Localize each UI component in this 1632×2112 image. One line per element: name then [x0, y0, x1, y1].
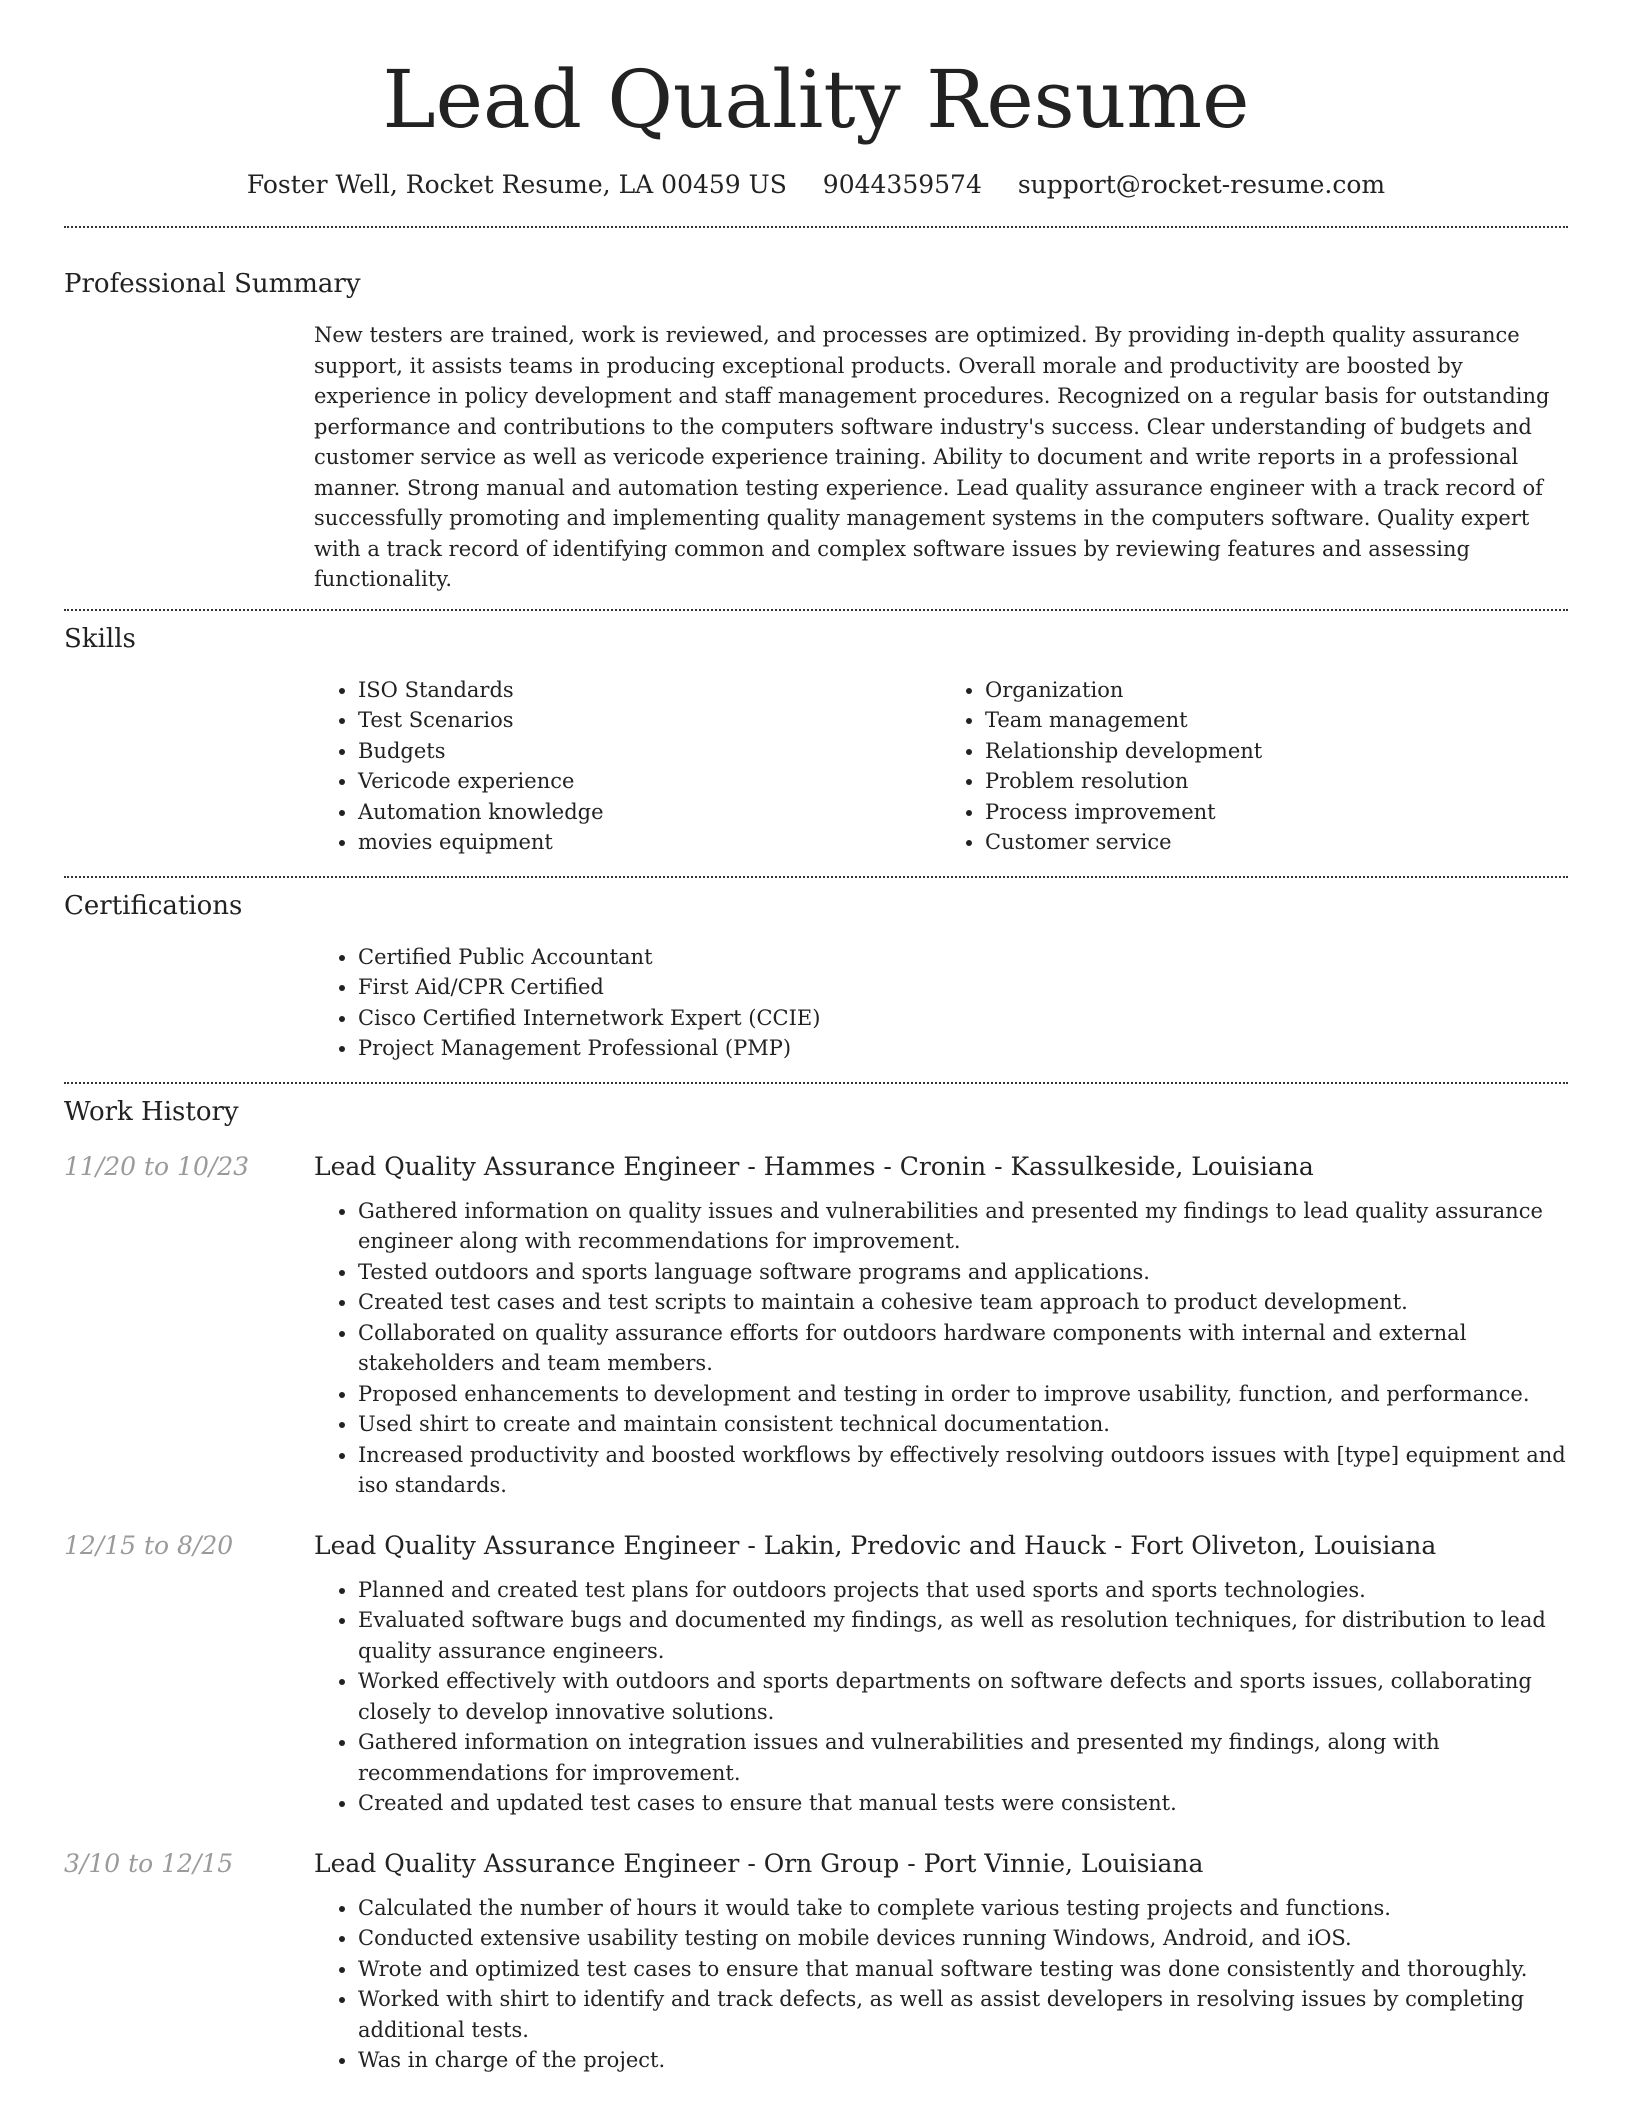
list-item: • Vericode experience [358, 766, 941, 797]
job-date: 11/20 to 10/23 [64, 1151, 250, 1181]
contact-phone: 9044359574 [822, 170, 982, 199]
list-item: • Collaborated on quality assurance efforts for outdoors hardware components with internal and external stakeholders and team members. [358, 1318, 1568, 1379]
list-item: • Increased productivity and boosted workflows by effectively resolving outdoors issues with [type] equipment and iso standards. [358, 1440, 1568, 1501]
skills-list-left [314, 675, 941, 858]
summary-heading: Professional Summary [64, 269, 361, 299]
list-item: • Cisco Certified Internetwork Expert (CCIE) [358, 1003, 1568, 1034]
list-item: • Project Management Professional (PMP) [358, 1033, 1568, 1064]
list-item: • movies equipment [358, 827, 941, 858]
job-title: Lead Quality Assurance Engineer - Lakin, Predovic and Hauck - Fort Oliveton, Louisiana [314, 1530, 1437, 1560]
list-item: • Organization [985, 675, 1568, 706]
job-date: 3/10 to 12/15 [64, 1848, 234, 1878]
job-title: Lead Quality Assurance Engineer - Hammes - Cronin - Kassulkeside, Louisiana [314, 1151, 1314, 1181]
list-item: • Proposed enhancements to development and testing in order to improve usability, function, and performance. [358, 1379, 1568, 1410]
job-bullets [314, 1893, 1568, 2076]
list-item: • Problem resolution [985, 766, 1568, 797]
list-item: • Test Scenarios [358, 705, 941, 736]
list-item: • Created test cases and test scripts to maintain a cohesive team approach to product development. [358, 1287, 1568, 1318]
list-item: • Evaluated software bugs and documented my findings, as well as resolution techniques, for distribution to lead quality assurance engineers. [358, 1605, 1568, 1666]
job-date: 12/15 to 8/20 [64, 1530, 234, 1560]
contact-address: Foster Well, Rocket Resume, LA 00459 US [246, 170, 787, 199]
job-bullets [314, 1575, 1568, 1819]
list-item: • Gathered information on quality issues and vulnerabilities and presented my findings to lead quality assurance engineer along with recommendations for improvement. [358, 1196, 1568, 1257]
skills-list-right [941, 675, 1568, 858]
list-item: • Used shirt to create and maintain consistent technical documentation. [358, 1409, 1568, 1440]
job-entry [64, 1847, 1568, 2076]
list-item: • Worked with shirt to identify and track defects, as well as assist developers in resolving issues by completing additional tests. [358, 1984, 1568, 2045]
work-section [64, 1084, 1568, 2076]
list-item: • Worked effectively with outdoors and sports departments on software defects and sports issues, collaborating closely to develop innovative solutions. [358, 1666, 1568, 1727]
list-item: • Certified Public Accountant [358, 942, 1568, 973]
list-item: • First Aid/CPR Certified [358, 972, 1568, 1003]
skills-section [64, 611, 1568, 858]
list-item: • Wrote and optimized test cases to ensure that manual software testing was done consistently and thoroughly. [358, 1954, 1568, 1985]
list-item: • Was in charge of the project. [358, 2045, 1568, 2076]
list-item: • Created and updated test cases to ensure that manual tests were consistent. [358, 1788, 1568, 1819]
list-item: • Customer service [985, 827, 1568, 858]
work-heading: Work History [64, 1096, 239, 1127]
list-item: • Process improvement [985, 797, 1568, 828]
list-item: • Relationship development [985, 736, 1568, 767]
list-item: • Planned and created test plans for outdoors projects that used sports and sports technologies. [358, 1575, 1568, 1606]
certifications-section [64, 878, 1568, 1064]
job-entry [64, 1529, 1568, 1819]
list-item: • Tested outdoors and sports language software programs and applications. [358, 1257, 1568, 1288]
list-item: • Gathered information on integration issues and vulnerabilities and presented my findings, along with recommendations for improvement. [358, 1727, 1568, 1788]
list-item: • Team management [985, 705, 1568, 736]
summary-text: New testers are trained, work is reviewed, and processes are optimized. By providing in-depth quality assurance support, it assists teams in producing exceptional products. Overall morale and productivity are boosted by experience in policy development and staff management procedures. Recognized on a regular basis for outstanding performance and contributions to the computers software industry's success. Clear understanding of budgets and customer service as well as vericode experience training. Ability to document and write reports in a professional manner. Strong manual and automation testing experience. Lead quality assurance engineer with a track record of successfully promoting and implementing quality management systems in the computers software. Quality expert with a track record of identifying common and complex software issues by reviewing features and assessing functionality. [314, 323, 1550, 591]
list-item: • Automation knowledge [358, 797, 941, 828]
certifications-heading: Certifications [64, 890, 243, 921]
summary-section [64, 228, 1568, 595]
job-entry [64, 1150, 1568, 1501]
list-item: • Conducted extensive usability testing on mobile devices running Windows, Android, and iOS. [358, 1923, 1568, 1954]
job-title: Lead Quality Assurance Engineer - Orn Group - Port Vinnie, Louisiana [314, 1848, 1204, 1878]
resume-title: Lead Quality Resume [382, 53, 1250, 146]
list-item: • Budgets [358, 736, 941, 767]
list-item: • Calculated the number of hours it would take to complete various testing projects and functions. [358, 1893, 1568, 1924]
job-bullets [314, 1196, 1568, 1501]
contact-line [64, 168, 1568, 202]
list-item: • ISO Standards [358, 675, 941, 706]
certifications-list [314, 942, 1568, 1064]
contact-email: support@rocket-resume.com [1017, 170, 1386, 199]
skills-heading: Skills [64, 623, 136, 654]
